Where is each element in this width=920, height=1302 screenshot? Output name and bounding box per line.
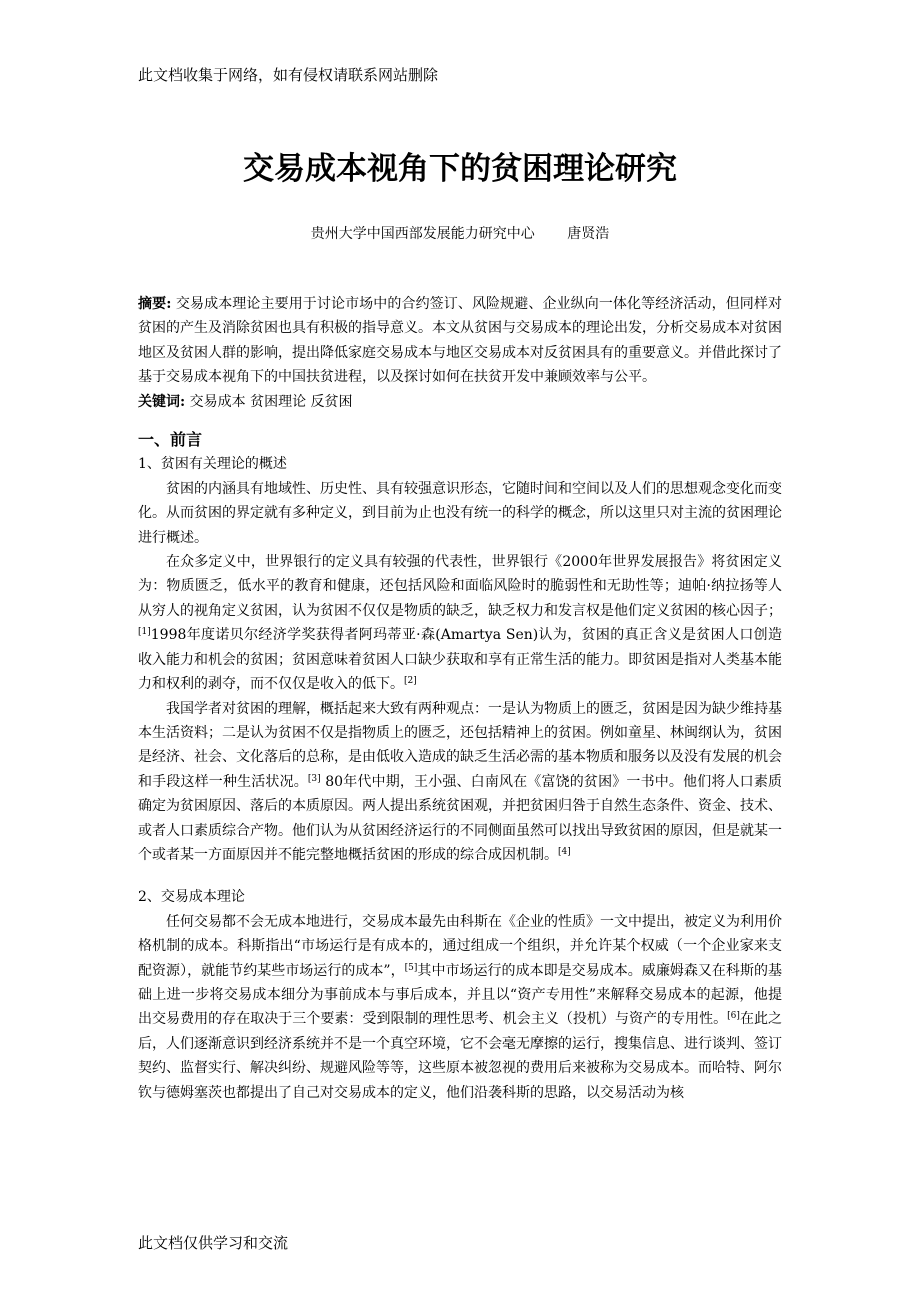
citation-5: [5] [404,962,418,973]
abstract-label: 摘要: [138,296,172,312]
paragraph-4 [138,910,782,1105]
document-title: 交易成本视角下的贫困理论研究 [243,151,677,187]
abstract [138,292,782,390]
citation-6: [6] [727,1011,740,1022]
spacer [138,867,782,885]
paragraph-2-part-a: 在众多定义中，世界银行的定义具有较强的代表性，世界银行《2000年世界发展报告》将贫困定义为：物质匮乏，低水平的教育和健康，还包括风险和面临风险时的脆弱性和无助性等；迪帕·纳拉扬等人从穷人的视角定义贫困，认为贫困不仅仅是物质的缺乏，缺乏权力和发言权是他们定义贫困的核心因子； [138,554,782,619]
section-heading: 一、前言 [138,430,203,450]
paragraph-2-part-b: 1998年度诺贝尔经济学奖获得者阿玛蒂亚·森(Amartya Sen)认为，贫困的真正含义是贫困人口创造收入能力和机会的贫困；贫困意味着贫困人口缺少获取和享有正常生活的能力。即贫困是指对人类基本能力和权利的剥夺，而不仅仅是收入的低下。 [138,627,782,693]
citation-1: [1] [138,627,151,638]
page-header: 此文档收集于网络，如有侵权请联系网站删除 [138,66,439,84]
abstract-text: 交易成本理论主要用于讨论市场中的合约签订、风险规避、企业纵向一体化等经济活动，但同样对贫困的产生及消除贫困也具有积极的指导意义。本文从贫困与交易成本的理论出发，分析交易成本对贫困地区及贫困人群的影响，提出降低家庭交易成本与地区交易成本对反贫困具有的重要意义。并借此探讨了基于交易成本视角下的中国扶贫进程，以及探讨如何在扶贫开发中兼顾效率与公平。 [138,296,783,386]
paragraph-4-part-c: 在此之后，人们逐渐意识到经济系统并不是一个真空环境，它不会毫无摩擦的运行，搜集信息、进行谈判、签订契约、监督实行、解决纠纷、规避风险等等，这些原本被忽视的费用后来被称为交易成本。而哈特、阿尔钦与德姆塞茨也都提出了自己对交易成本的定义，他们沿袭科斯的思路，以交易活动为核 [138,1011,783,1101]
paragraph-3-part-b: 80年代中期，王小强、白南风在《富饶的贫困》一书中。他们将人口素质确定为贫困原因、落后的本质原因。两人提出系统贫困观，并把贫困归咎于自然生态条件、资金、技术、或者人口素质综合产物。他们认为从贫困经济运行的不同侧面虽然可以找出导致贫困的原因，但是就某一个或者某一方面原因并不能完整地概括贫困的形成的综合成因机制。 [138,773,782,863]
author-line [0,223,920,243]
paragraph-3 [138,697,782,868]
subsection-heading-2: 2、交易成本理论 [138,889,245,906]
citation-3: [3] [307,773,321,784]
citation-2: [2] [404,676,417,687]
keywords [138,390,782,414]
author-affiliation: 贵州大学中国西部发展能力研究中心 [310,226,535,242]
author-name: 唐贤浩 [567,226,610,242]
subsection-heading-1: 1、贫困有关理论的概述 [138,456,287,473]
page-footer: 此文档仅供学习和交流 [138,1234,289,1252]
paragraph-3-part-a: 我国学者对贫困的理解，概括起来大致有两种观点：一是认为物质上的匮乏，贫困是因为缺少维持基本生活资料；二是认为贫困不仅是指物质上的匮乏，还包括精神上的贫困。例如童星、林闽纲认为，贫困是经济、社会、文化落后的总称，是由低收入造成的缺乏生活必需的基本物质和服务以及没有发展的机会和手段这样一种生活状况。 [138,700,782,790]
paragraph-1: 贫困的内涵具有地域性、历史性、具有较强意识形态，它随时间和空间以及人们的思想观念变化而变化。从而贫困的界定就有多种定义，到目前为止也没有统一的科学的概念，所以这里只对主流的贫困理论进行概述。 [138,480,782,546]
keywords-text: 交易成本 贫困理论 反贫困 [185,393,353,410]
paragraph-4-part-a: 任何交易都不会无成本地进行，交易成本最先由科斯在《企业的性质》一文中提出，被定义为利用价格机制的成本。科斯指出“市场运行是有成本的，通过组成一个组织，并允许某个权威（一个企业家来支配资源），就能节约某些市场运行的成本”， [138,913,782,979]
document-body [138,292,782,1105]
paragraph-4-part-b: 其中市场运行的成本即是交易成本。威廉姆森又在科斯的基础上进一步将交易成本细分为事前成本与事后成本，并且以“资产专用性”来解释交易成本的起源，他提出交易费用的存在取决于三个要素：受到限制的理性思考、机会主义（投机）与资产的专用性。 [138,962,783,1028]
citation-4: [4] [558,846,571,857]
keywords-label: 关键词: [138,393,186,410]
paragraph-2 [138,550,782,696]
